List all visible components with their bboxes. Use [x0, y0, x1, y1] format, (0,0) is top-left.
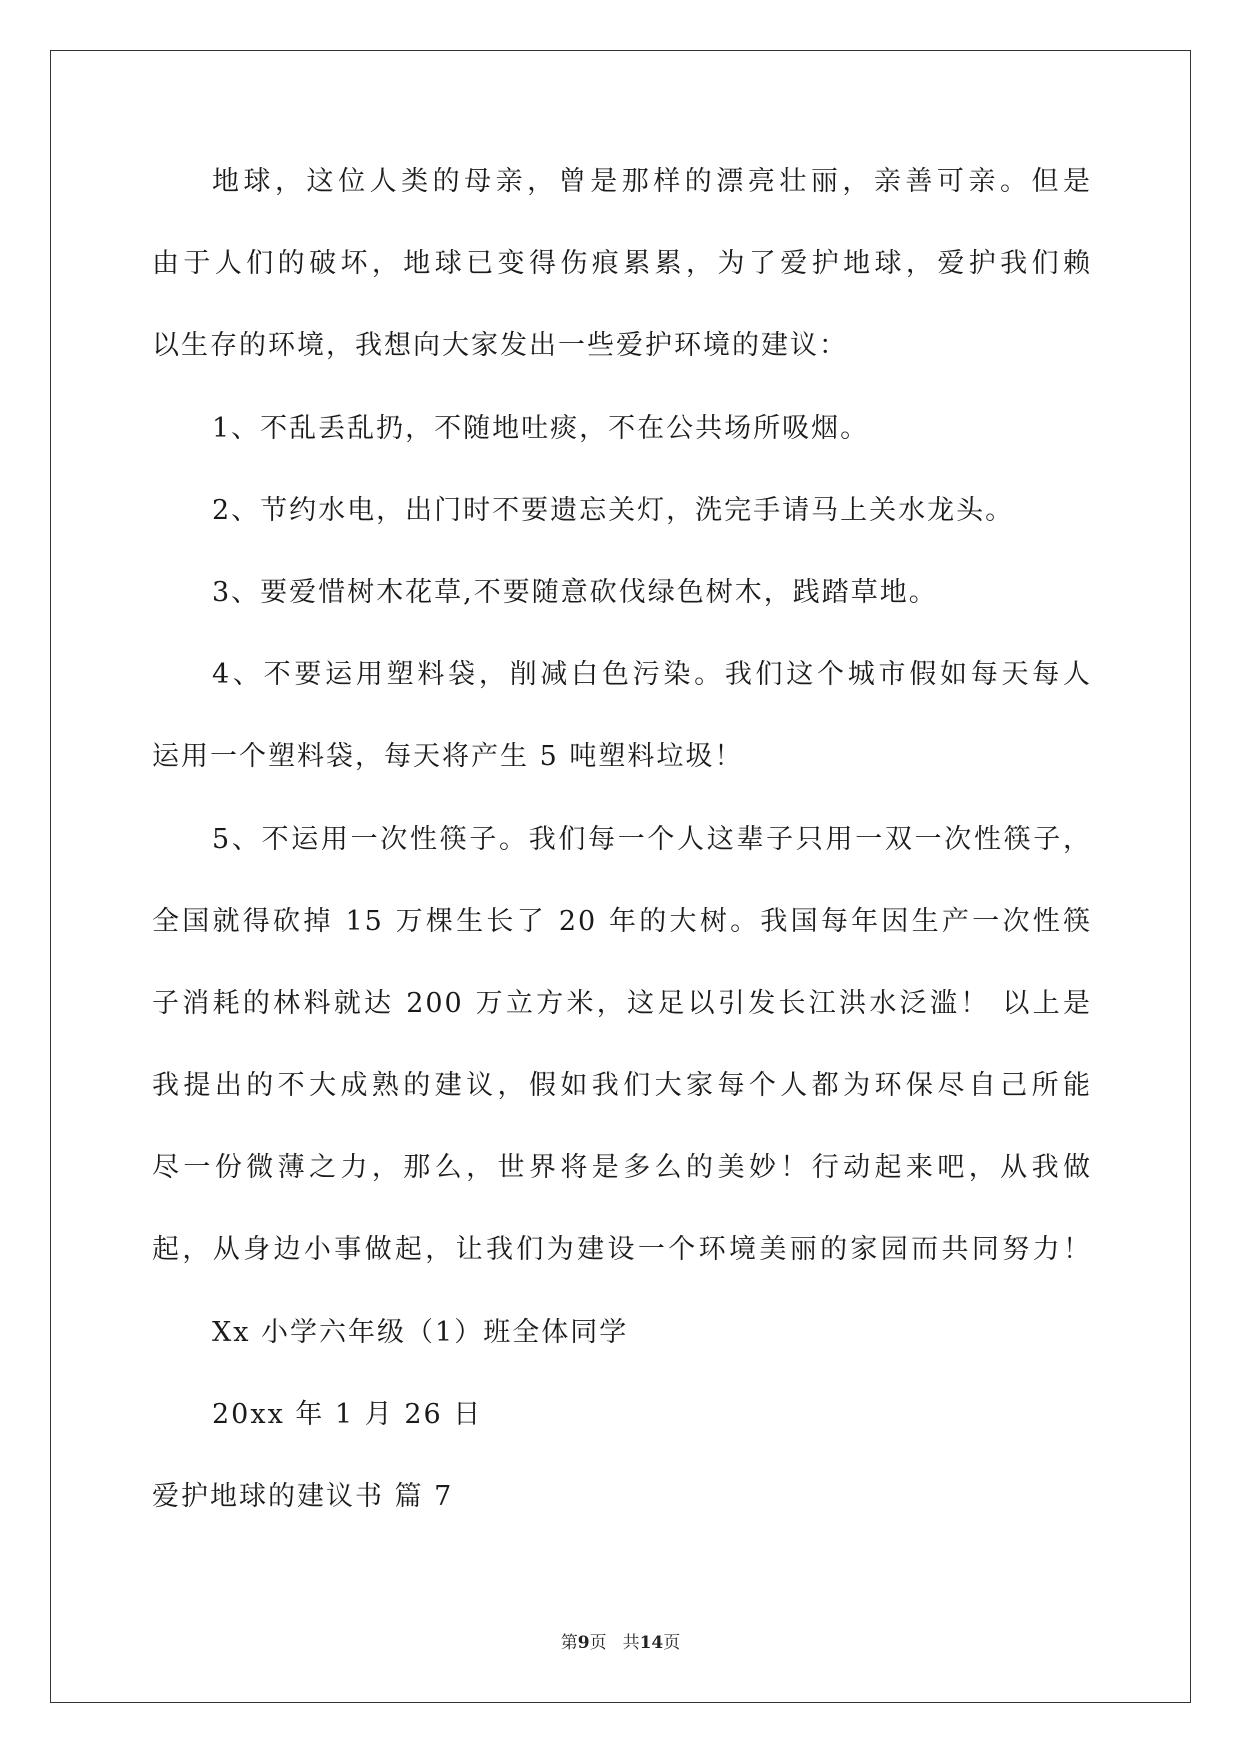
- paragraph-line: 地球，这位人类的母亲，曾是那样的漂亮壮丽，亲善可亲。但是: [212, 166, 1092, 197]
- list-item-2: 2、节约水电，出门时不要遗忘关灯，洗完手请马上关水龙头。: [212, 494, 1015, 526]
- paragraph-line: 尽一份微薄之力，那么，世界将是多么的美妙！行动起来吧，从我做: [152, 1152, 1092, 1184]
- footer-total-prefix: 共: [622, 1633, 640, 1653]
- document-body: [152, 162, 1092, 1559]
- paragraph-line: 我提出的不大成熟的建议，假如我们大家每个人都为环保尽自己所能: [152, 1070, 1092, 1102]
- current-page-number: 9: [577, 1633, 590, 1653]
- paragraph-line: 起，从身边小事做起，让我们为建设一个环境美丽的家园而共同努力！: [152, 1234, 1092, 1266]
- signature-line: Xx 小学六年级（1）班全体同学: [212, 1316, 629, 1348]
- list-item-4: 4、不要运用塑料袋，削减白色污染。我们这个城市假如每天每人: [212, 659, 1092, 691]
- list-item-5: 5、不运用一次性筷子。我们每一个人这辈子只用一双一次性筷子，: [212, 823, 1092, 855]
- paragraph-line: 全国就得砍掉 15 万棵生长了 20 年的大树。我国每年因生产一次性筷: [152, 905, 1092, 937]
- paragraph-line: 子消耗的林料就达 200 万立方米，这足以引发长江洪水泛滥！ 以上是: [152, 987, 1092, 1019]
- total-page-number: 14: [639, 1633, 664, 1653]
- page-footer: [0, 1628, 1241, 1653]
- paragraph-line: 运用一个塑料袋，每天将产生 5 吨塑料垃圾！: [152, 741, 744, 773]
- paragraph-line: 以生存的环境，我想向大家发出一些爱护环境的建议：: [152, 330, 848, 362]
- list-item-3: 3、要爱惜树木花草,不要随意砍伐绿色树木，践踏草地。: [212, 576, 938, 608]
- footer-prefix: 第: [560, 1633, 578, 1653]
- date-line: 20xx 年 1 月 26 日: [212, 1398, 483, 1430]
- paragraph-line: 由于人们的破坏，地球已变得伤痕累累，为了爱护地球，爱护我们赖: [152, 248, 1092, 280]
- list-item-1: 1、不乱丢乱扔，不随地吐痰，不在公共场所吸烟。: [212, 412, 870, 444]
- footer-total-suffix: 页: [663, 1633, 681, 1653]
- footer-page-suffix: 页: [589, 1633, 607, 1653]
- section-heading: 爱护地球的建议书 篇 7: [152, 1481, 454, 1512]
